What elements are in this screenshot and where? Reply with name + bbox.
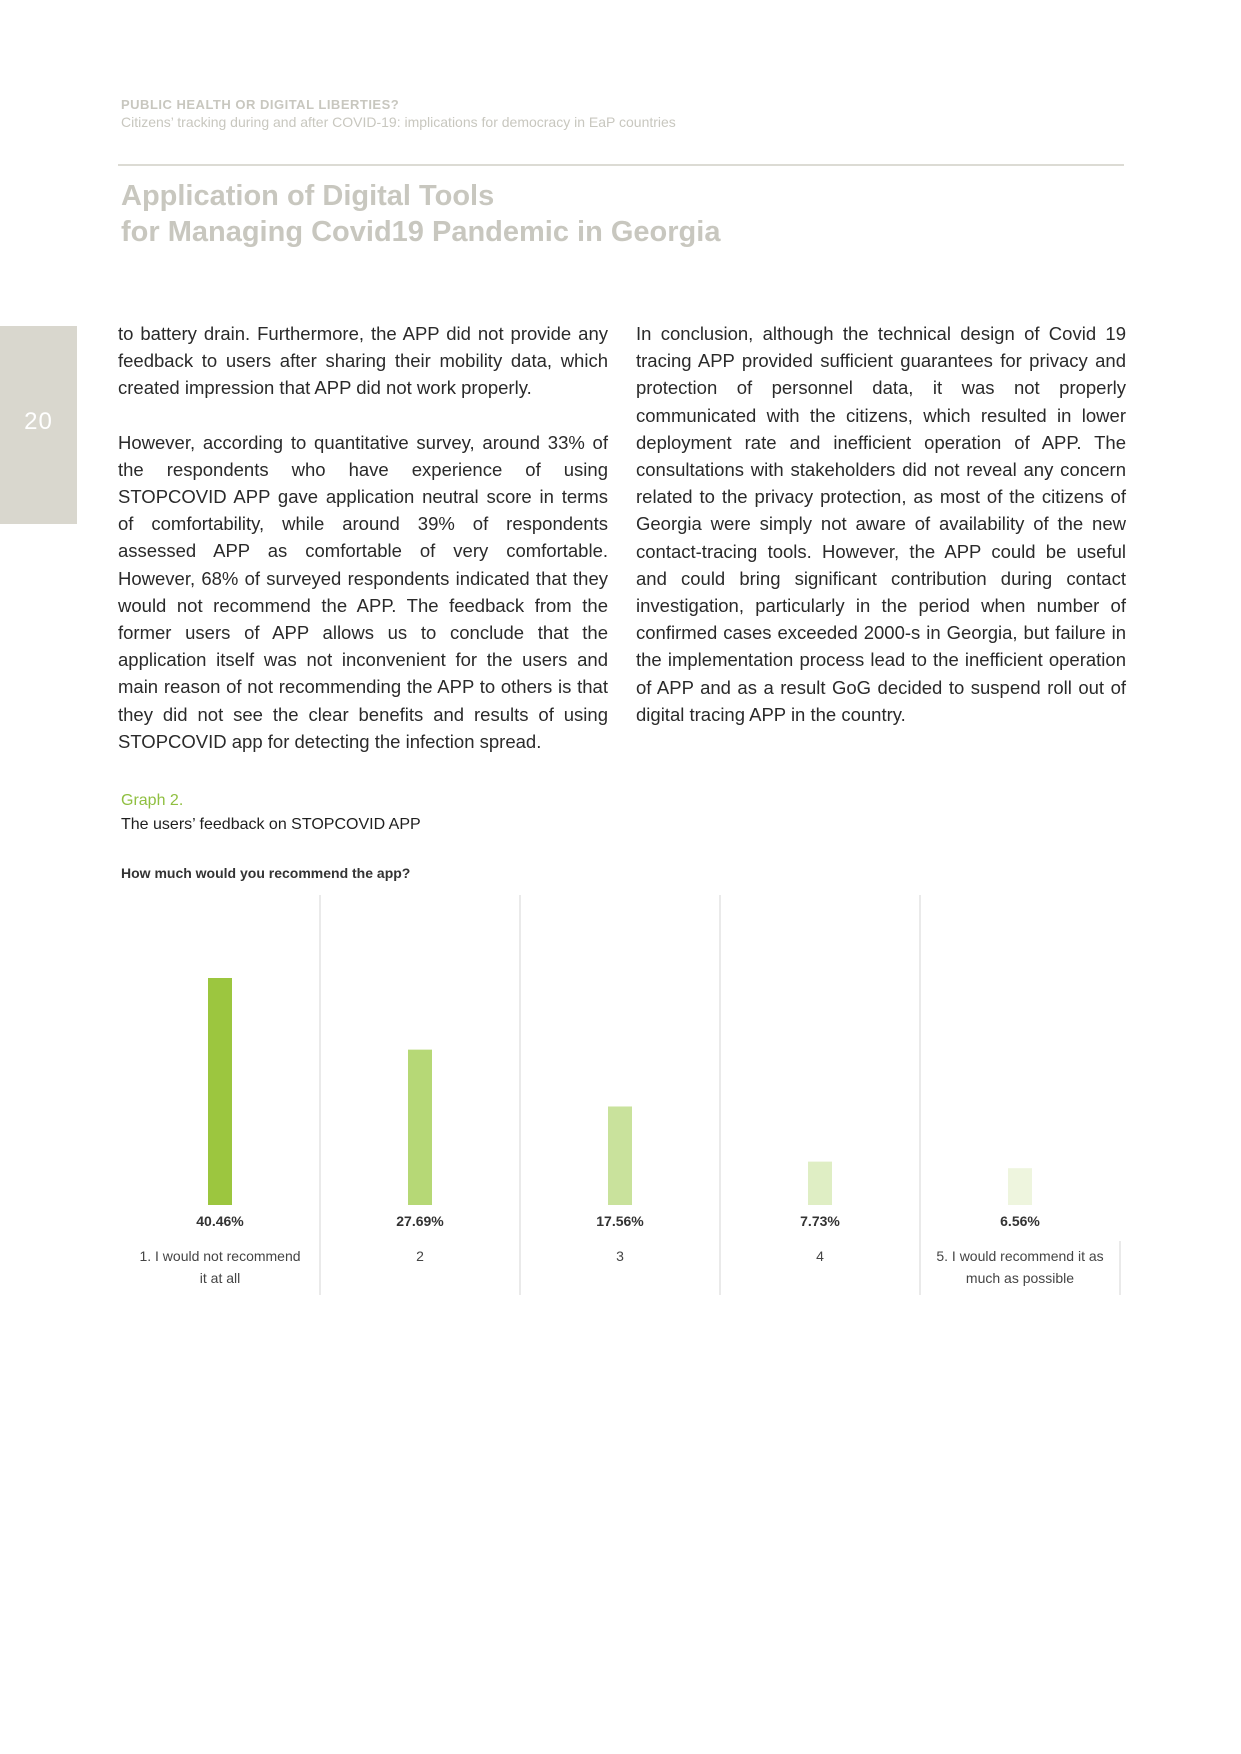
data-label: 6.56% (1000, 1213, 1040, 1229)
graph-label: Graph 2. (121, 792, 184, 809)
paragraph: to battery drain. Furthermore, the APP did not provide any feedback to users after sharing their mobility data, which created impression that APP did not work properly. (118, 323, 608, 399)
data-label: 40.46% (196, 1213, 244, 1229)
chapter-title-line-2: for Managing Covid19 Pandemic in Georgia (121, 216, 721, 248)
body-column-left (118, 320, 608, 782)
data-label: 7.73% (800, 1213, 840, 1229)
chapter-title-line-1: Application of Digital Tools (121, 180, 495, 212)
bar (608, 1106, 632, 1205)
category-label: 2 (416, 1248, 424, 1264)
data-label: 17.56% (596, 1213, 644, 1229)
body-column-right (636, 320, 1126, 755)
running-head (121, 97, 676, 130)
category-label: much as possible (965, 1270, 1075, 1286)
category-label: 4 (816, 1248, 824, 1264)
bar (208, 978, 232, 1205)
paragraph: However, according to quantitative survey, around 33% of the respondents who have experience of using STOPCOVID APP gave application neutral score in terms of comfortability, while around 39% of respondents assessed APP as comfortable of very comfortable. However, 68% of surveyed respondents indicated that they would not recommend the APP. The feedback from the former users of APP allows us to conclude that the application itself was not inconvenient for the users and main reason of not recommending the APP to others is that they did not see the clear benefits and results of using STOPCOVID app for detecting the infection spread. (118, 431, 608, 752)
category-label: 1. I would not recommend (139, 1248, 301, 1264)
running-head-title: PUBLIC HEALTH OR DIGITAL LIBERTIES? (121, 97, 400, 112)
bar (408, 1050, 432, 1205)
data-label: 27.69% (396, 1213, 444, 1229)
chapter-title (121, 178, 720, 250)
chart-title: How much would you recommend the app? (121, 865, 411, 881)
bar-chart (120, 895, 1130, 1300)
page-number: 20 (24, 408, 53, 435)
header-divider (118, 164, 1124, 166)
paragraph: In conclusion, although the technical design of Covid 19 tracing APP provided sufficient guarantees for privacy and protection of personnel data, it was not properly communicated with the citizens, which resulted in lower deployment rate and inefficient operation of APP. The consultations with stakeholders did not reveal any concern related to the privacy protection, as most of the citizens of Georgia were simply not aware of availability of the new contact-tracing tools. However, the APP could be useful and could bring significant contribution during contact investigation, particularly in the period when number of confirmed cases exceeded 2000-s in Georgia, but failure in the implementation process lead to the inefficient operation of APP and as a result GoG decided to suspend roll out of digital tracing APP in the country. (636, 323, 1126, 725)
running-head-subtitle: Citizens’ tracking during and after COVID-19: implications for democracy in EaP countries (121, 114, 676, 130)
bar (1008, 1168, 1032, 1205)
bar (808, 1162, 832, 1205)
category-label: 3 (616, 1248, 624, 1264)
graph-title: The users’ feedback on STOPCOVID APP (121, 816, 421, 833)
category-label: it at all (199, 1270, 241, 1286)
category-label: 5. I would recommend it as (936, 1248, 1104, 1264)
